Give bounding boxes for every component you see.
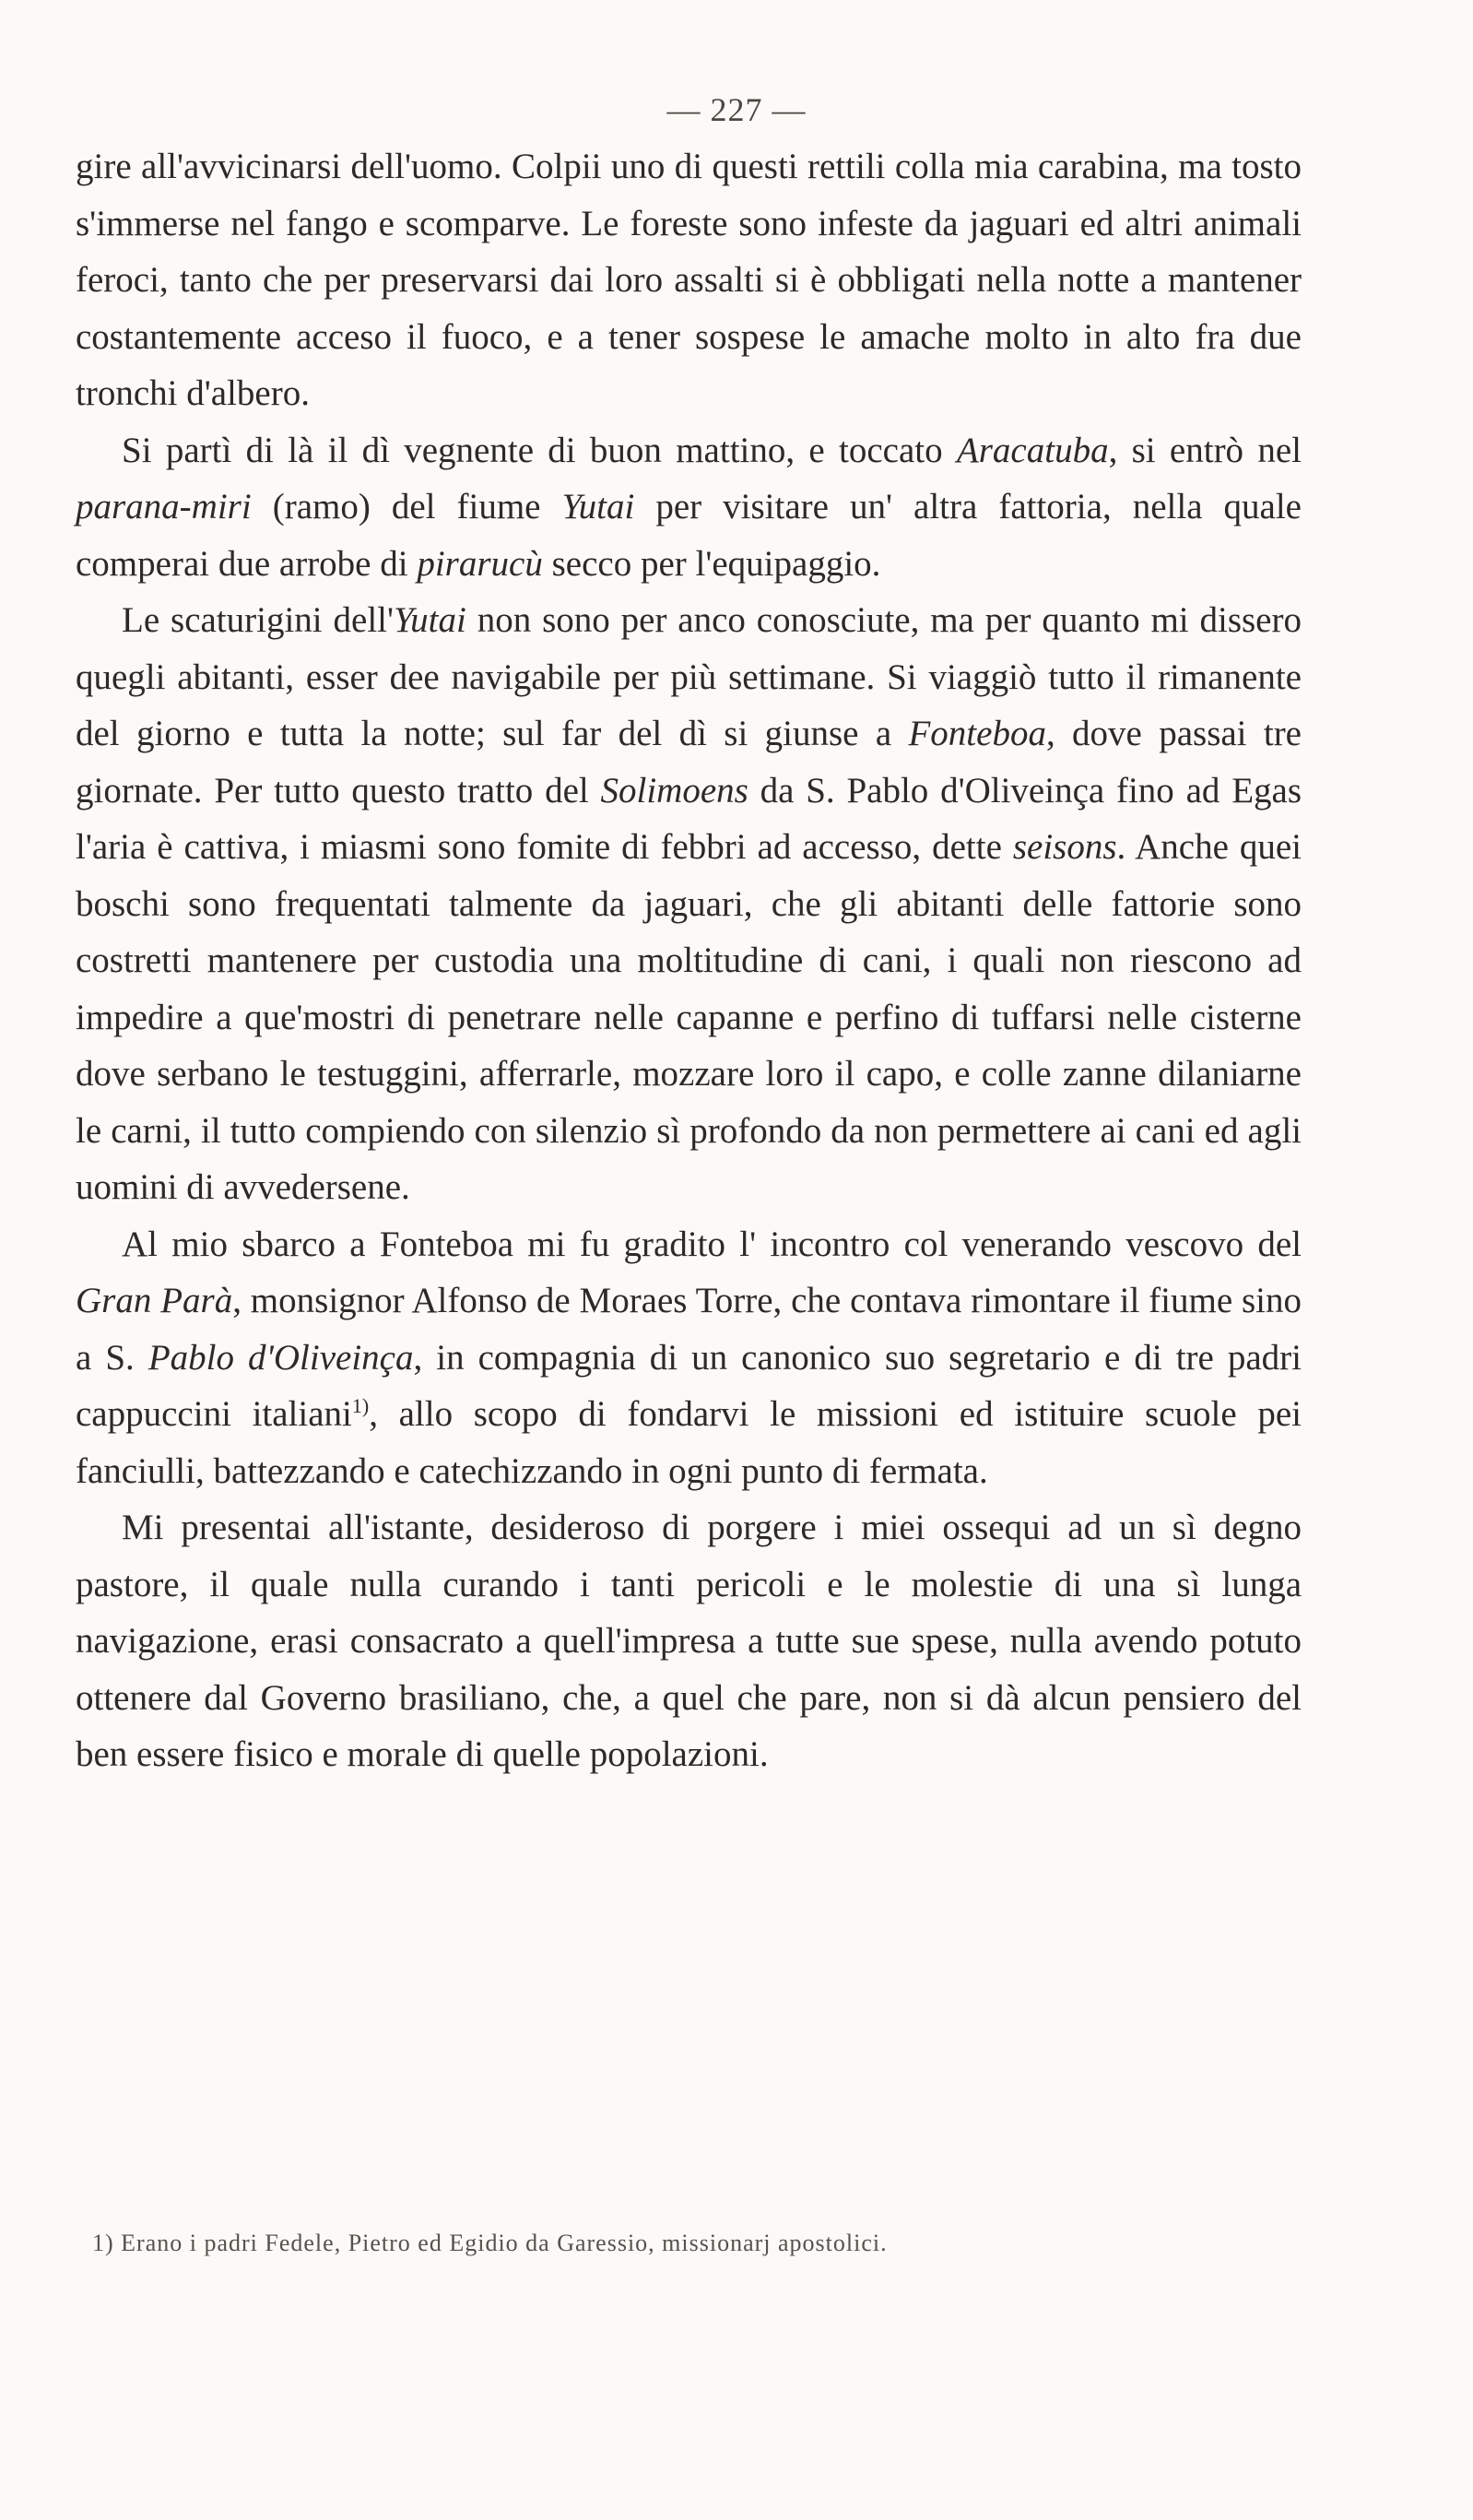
text-run: Si partì di là il dì vegnente di buon mattino, e toccato [122,430,957,470]
paragraph-1: gire all'avvicinarsi dell'uomo. Colpii uno di questi rettili colla mia carabina, ma tosto s'immerse nel fango e scomparve. Le foreste sono infeste da jaguari ed altri animali feroci, tanto che per preservarsi dai loro assalti si è obbligati nella notte a mantener costantemente acceso il fuoco, e a tener sospese le amache molto in alto fra due tronchi d'albero. [76,147,1302,413]
italic-place-name: Gran Parà [76,1281,233,1320]
text-run: Al mio sbarco a Fonteboa mi fu gradito l' incontro col venerando vescovo del [122,1224,1302,1264]
page-number: — 227 — [666,91,807,128]
footnote: 1) Erano i padri Fedele, Pietro ed Egidio da Garessio, missionarj apostolici. [92,2230,888,2256]
text-run: per visitare un' altra fattoria, nella quale comperai due arrobe di [76,487,1302,584]
paragraph-4 [76,1216,1302,1500]
paragraph-3 [76,592,1302,1216]
italic-place-name: Yutai [394,600,466,640]
italic-place-name: Pablo d'Oliveinça [147,1337,414,1378]
italic-term: parana-miri [76,487,252,526]
text-run: da S. Pablo d'Oliveinça fino ad Egas l'aria è cattiva, i miasmi sono fomite di febbri ad accesso, dette [76,770,1302,867]
italic-place-name: Aracatuba [956,430,1109,470]
text-run: . Anche quei boschi sono frequentati talmente da jaguari, che gli abitanti delle fattorie sono costretti mantenere per custodia una moltitudine di cani, i quali non riescono ad impedire a que'mostri di penetrare nelle capanne e perfino di tuffarsi nelle cisterne dove serbano le testuggini, afferrarle, mozzare loro il capo, e colle zanne dilaniarne le carni, il tutto compiendo con silenzio sì profondo da non permettere ai cani ed agli uomini di avvedersene. [76,827,1302,1207]
italic-place-name: Solimoens [600,770,748,810]
text-run: , allo scopo di fondarvi le missioni ed istituire scuole pei fanciulli, battezzando e catechizzando in ogni punto di fermata. [76,1394,1302,1491]
text-run: secco per l'equipaggio. [542,543,881,584]
paragraph-2 [76,422,1302,593]
text-run: , in compagnia di un canonico suo segretario e di tre padri cappuccini italiani [76,1337,1302,1434]
italic-place-name: Yutai [561,487,635,526]
body-text [76,138,1302,1783]
text-run: Le scaturigini dell' [122,600,395,640]
italic-place-name: Fonteboa [908,714,1046,753]
text-run: , dove passai tre giornate. Per tutto questo tratto del [76,714,1302,810]
text-run: non sono per anco conosciute, ma per quanto mi dissero quegli abitanti, esser dee navigabile per più settimane. Si viaggiò tutto il rimanente del giorno e tutta la notte; sul far del dì si giunse a [76,600,1302,753]
paragraph-5: Mi presentai all'istante, desideroso di porgere i miei ossequi ad un sì degno pastore, il quale nulla curando i tanti pericoli e le molestie di una sì lunga navigazione, erasi consacrato a quell'impresa a tutte sue spese, nulla avendo potuto ottenere dal Governo brasiliano, che, a quel che pare, non si dà alcun pensiero del ben essere fisico e morale di quelle popolazioni. [76,1508,1302,1774]
footnote-reference: 1) [351,1394,370,1417]
italic-term: seisons [1012,827,1117,867]
text-run: , monsignor Alfonso de Moraes Torre, che contava rimontare il fiume sino a S. [76,1281,1302,1378]
text-run: (ramo) del fiume [251,487,562,526]
text-run: , si entrò nel [1108,430,1302,470]
italic-term: pirarucù [417,543,543,584]
